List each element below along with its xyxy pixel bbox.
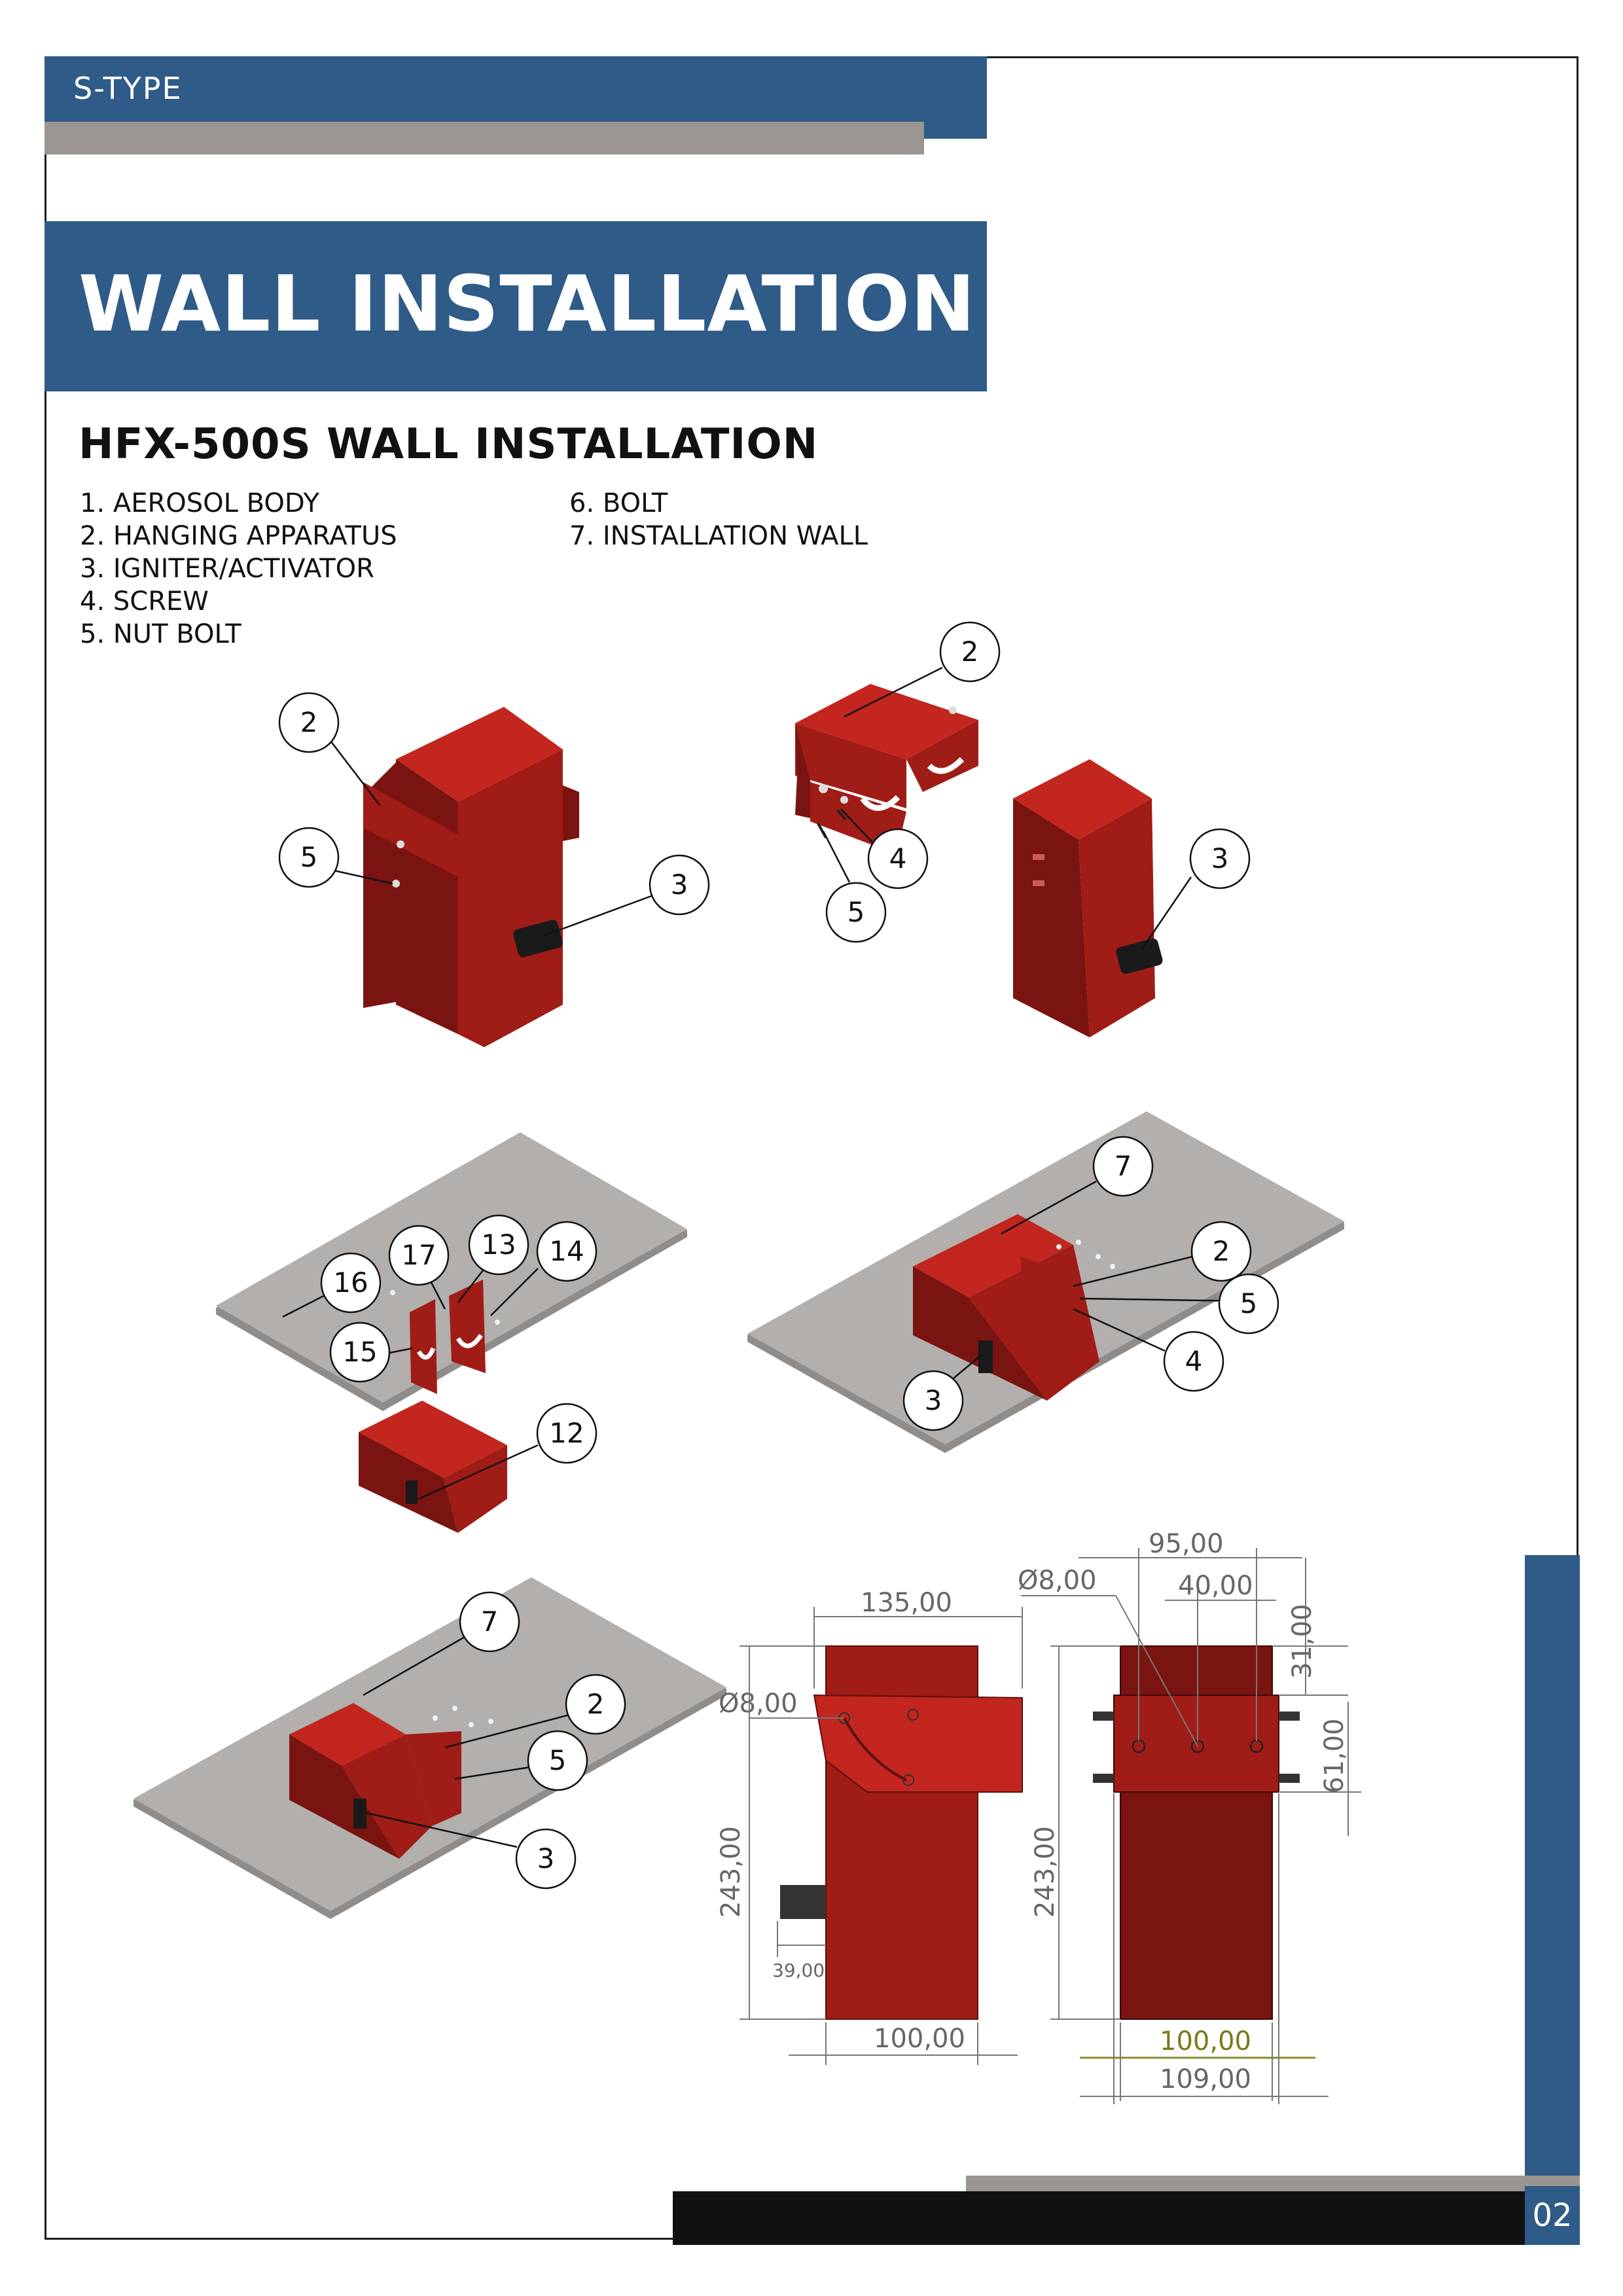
footer-bar xyxy=(673,2191,1525,2245)
callout-number: 7 xyxy=(480,1605,499,1638)
callout-number: 3 xyxy=(1211,842,1229,874)
callout-number: 13 xyxy=(481,1229,516,1261)
view-wall-mounted-alt xyxy=(134,1577,726,1919)
callout-number: 2 xyxy=(961,636,979,668)
view-assembled-unit xyxy=(363,707,579,1047)
callout-number: 5 xyxy=(300,841,318,873)
part-item: 6. BOLT xyxy=(569,488,668,518)
dimension-label: 243,00 xyxy=(716,1826,746,1918)
callout-number: 16 xyxy=(333,1266,368,1299)
callout-number: 5 xyxy=(548,1744,567,1776)
dimension-label: 31,00 xyxy=(1287,1604,1317,1679)
dimension-label: 61,00 xyxy=(1319,1718,1349,1793)
part-item: 4. SCREW xyxy=(80,586,209,617)
callout-number: 2 xyxy=(300,706,318,738)
callout-number: 3 xyxy=(670,869,688,901)
dimension-label: 39,00 xyxy=(772,1960,825,1981)
view-wall-exploded xyxy=(216,1132,687,1533)
callout-number: 7 xyxy=(1114,1150,1132,1182)
view-exploded-bracket xyxy=(795,684,1164,1037)
dimension-label: 95,00 xyxy=(1149,1529,1224,1559)
dimension-label: Ø8,00 xyxy=(1018,1566,1097,1596)
callout-number: 2 xyxy=(586,1688,605,1720)
dimension-label: 109,00 xyxy=(1160,2064,1251,2094)
callout-number: 3 xyxy=(537,1842,555,1874)
dimension-label: Ø8,00 xyxy=(719,1689,798,1719)
part-item: 1. AEROSOL BODY xyxy=(80,488,319,518)
callout-number: 4 xyxy=(889,842,907,874)
callout-number: 14 xyxy=(549,1235,584,1267)
page-title: WALL INSTALLATION xyxy=(79,259,976,349)
callout-number: 15 xyxy=(342,1336,378,1368)
dimension-label: 40,00 xyxy=(1178,1571,1253,1601)
dimension-label: 135,00 xyxy=(861,1588,952,1618)
part-item: 2. HANGING APPARATUS xyxy=(80,521,397,551)
dimension-label: 100,00 xyxy=(874,2024,965,2054)
part-item: 5. NUT BOLT xyxy=(80,619,241,649)
side-accent-bar xyxy=(1525,1555,1580,2186)
callout-number: 4 xyxy=(1185,1345,1203,1377)
dimension-label: 100,00 xyxy=(1160,2026,1251,2056)
callout-number: 3 xyxy=(924,1384,942,1416)
callout-number: 12 xyxy=(549,1417,584,1449)
series-label: S-TYPE xyxy=(73,71,183,106)
callout-number: 5 xyxy=(1240,1287,1258,1319)
part-item: 7. INSTALLATION WALL xyxy=(569,521,868,551)
page-number: 02 xyxy=(1525,2186,1580,2245)
callout-number: 17 xyxy=(401,1239,437,1271)
section-subtitle: HFX-500S WALL INSTALLATION xyxy=(79,420,819,469)
dimension-label: 243,00 xyxy=(1030,1826,1060,1918)
side-dimension-view xyxy=(1018,1529,1361,2104)
front-dimension-view xyxy=(716,1588,1022,2065)
callout-number: 5 xyxy=(847,896,865,928)
callout-number: 2 xyxy=(1212,1235,1230,1267)
part-item: 3. IGNITER/ACTIVATOR xyxy=(80,554,374,584)
